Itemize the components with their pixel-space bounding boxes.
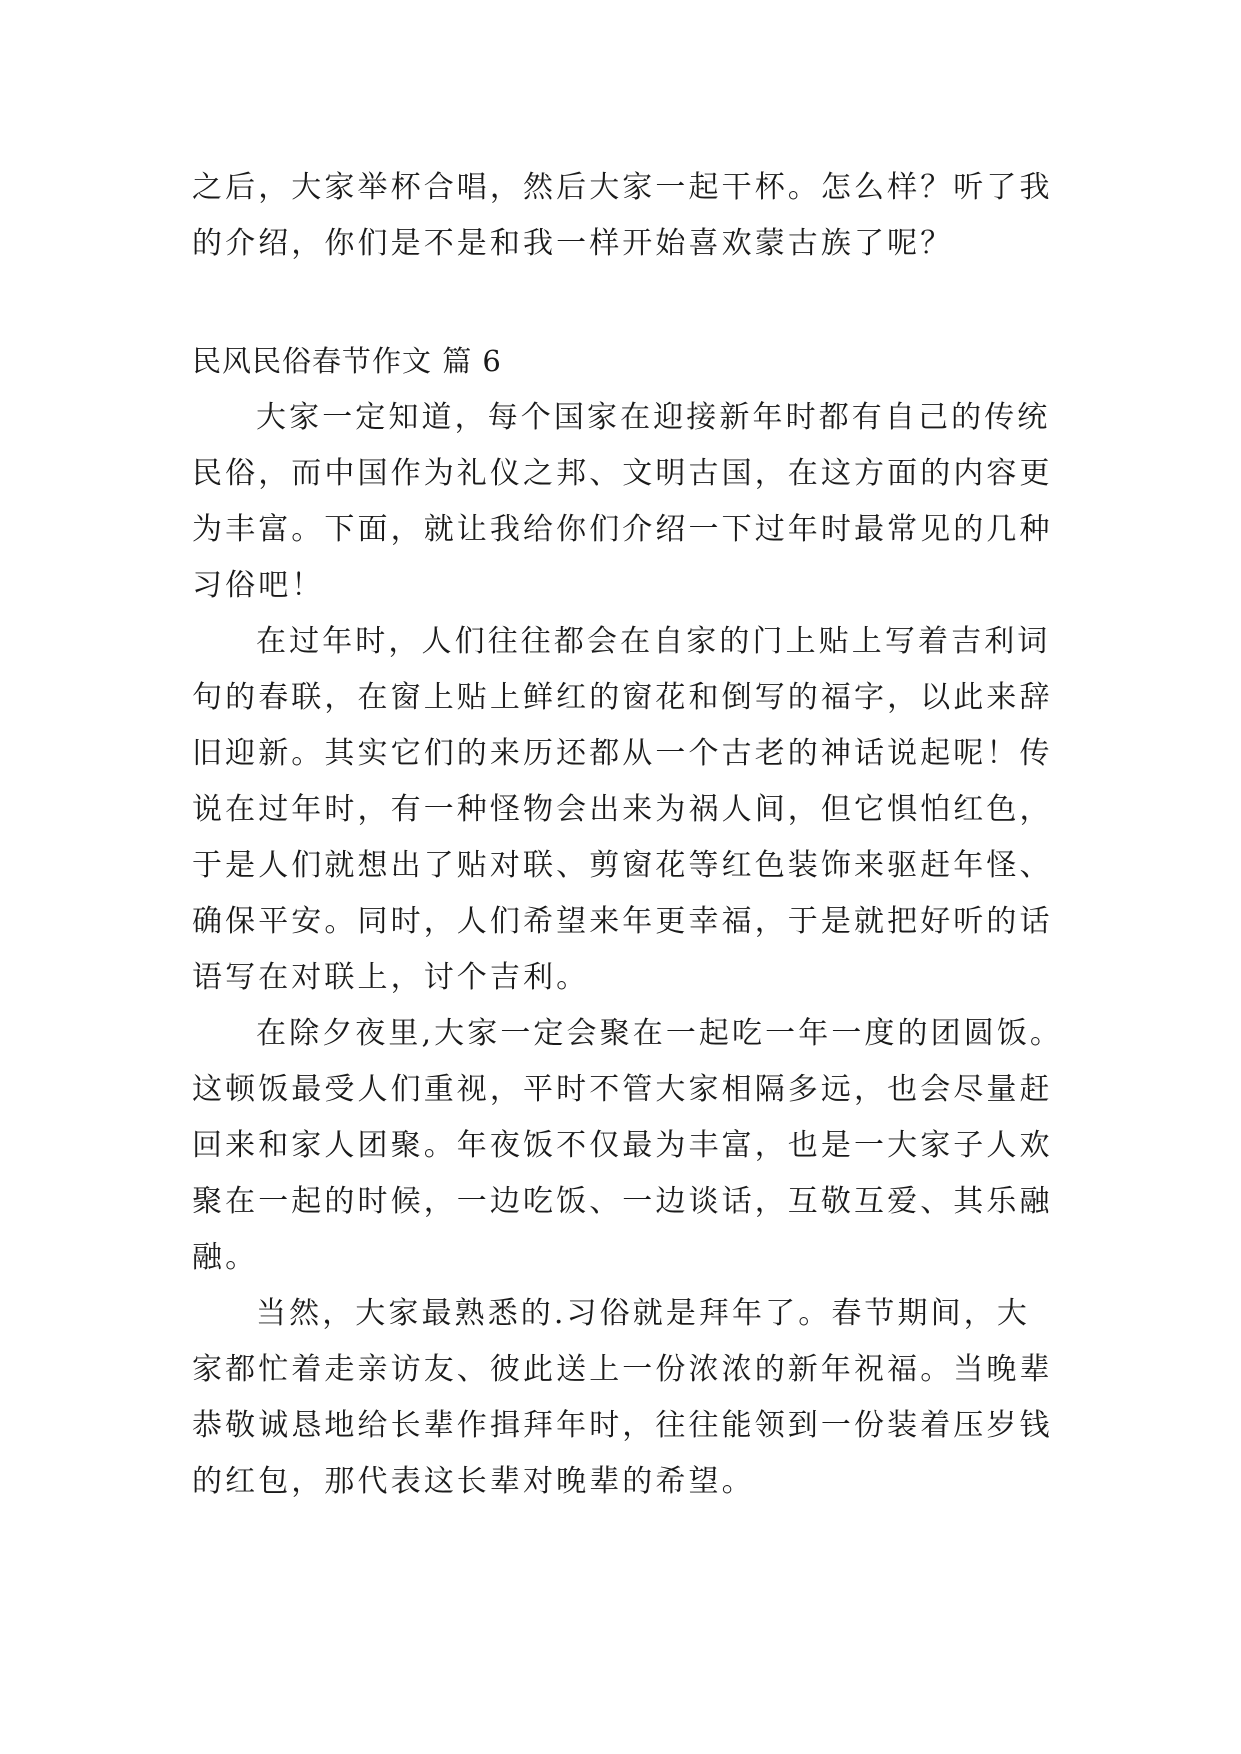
text-line: 聚在一起的时候，一边吃饭、一边谈话，互敬互爱、其乐融 <box>192 1184 1053 1219</box>
text-line: 大家一定知道，每个国家在迎接新年时都有自己的传统 <box>256 400 1051 435</box>
text-line: 说在过年时，有一种怪物会出来为祸人间，但它惧怕红色， <box>192 792 1053 827</box>
text-line: 回来和家人团聚。年夜饭不仅最为丰富，也是一大家子人欢 <box>192 1128 1053 1163</box>
text-line: 的红包，那代表这长辈对晚辈的希望。 <box>192 1464 755 1499</box>
text-line: 句的春联，在窗上贴上鲜红的窗花和倒写的福字，以此来辞 <box>192 680 1053 715</box>
text-line: 当然，大家最熟悉的.习俗就是拜年了。春节期间，大 <box>256 1296 1030 1331</box>
text-line: 于是人们就想出了贴对联、剪窗花等红色装饰来驱赶年怪、 <box>192 848 1053 883</box>
text-line: 在除夕夜里,大家一定会聚在一起吃一年一度的团圆饭。 <box>256 1016 1064 1051</box>
text-line: 的介绍，你们是不是和我一样开始喜欢蒙古族了呢？ <box>192 226 954 261</box>
text-line: 民俗，而中国作为礼仪之邦、文明古国，在这方面的内容更 <box>192 456 1053 491</box>
text-line: 习俗吧！ <box>192 568 325 603</box>
text-line: 语写在对联上，讨个吉利。 <box>192 960 590 995</box>
document-body <box>192 160 1064 1510</box>
paragraph <box>192 614 1052 1006</box>
text-line: 确保平安。同时，人们希望来年更幸福，于是就把好听的话 <box>192 904 1053 939</box>
text-line: 之后，大家举杯合唱，然后大家一起干杯。怎么样？听了我 <box>192 170 1053 205</box>
text-line: 家都忙着走亲访友、彼此送上一份浓浓的新年祝福。当晚辈 <box>192 1352 1053 1387</box>
section-heading: 民风民俗春节作文 篇 6 <box>192 344 502 378</box>
paragraph <box>192 1006 1064 1286</box>
text-line: 融。 <box>192 1240 259 1275</box>
paragraph <box>192 1286 1052 1510</box>
text-line: 恭敬诚恳地给长辈作揖拜年时，往往能领到一份装着压岁钱 <box>192 1408 1053 1443</box>
text-line: 在过年时，人们往往都会在自家的门上贴上写着吉利词 <box>256 624 1051 659</box>
text-line: 为丰富。下面，就让我给你们介绍一下过年时最常见的几种 <box>192 512 1053 547</box>
text-line: 旧迎新。其实它们的来历还都从一个古老的神话说起呢！传 <box>192 736 1053 771</box>
text-line: 这顿饭最受人们重视，平时不管大家相隔多远，也会尽量赶 <box>192 1072 1053 1107</box>
intro-paragraph <box>192 160 1052 272</box>
paragraph <box>192 390 1052 614</box>
